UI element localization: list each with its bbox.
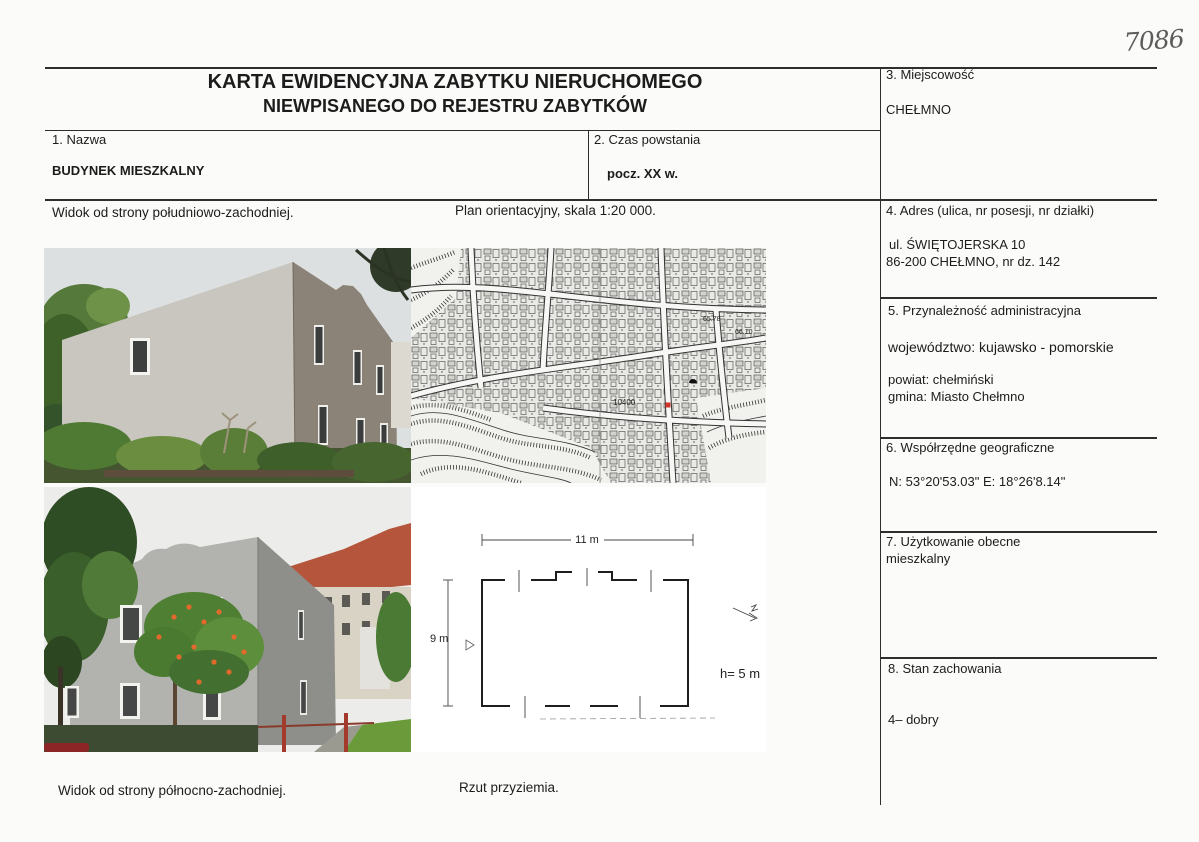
locality-value: CHEŁMNO <box>886 102 952 117</box>
map-label: 66.10 <box>735 329 753 336</box>
north-arrow-icon <box>733 605 758 621</box>
exterior-walls <box>482 572 688 706</box>
address-line1: ul. ŚWIĘTOJERSKA 10 <box>889 237 1026 252</box>
rule-under-address <box>880 297 1157 299</box>
caption-photo-northwest: Widok od strony północno-zachodniej. <box>58 783 287 798</box>
caption-floor-plan: Rzut przyziemia. <box>459 780 559 795</box>
location-map-image <box>411 248 766 483</box>
window <box>376 365 384 395</box>
rule-under-current-use <box>880 657 1157 659</box>
coordinates-value: N: 53°20'53.03" E: 18°26'8.14" <box>889 474 1066 489</box>
depth-dimension-label: 9 m <box>430 633 449 645</box>
name-label: 1. Nazwa <box>52 132 107 147</box>
window <box>318 405 328 445</box>
location-map <box>411 248 766 483</box>
current-use-label: 7. Użytkowanie obecne <box>886 534 1021 549</box>
height-label: h= 5 m <box>720 666 761 681</box>
garden-fence <box>104 470 354 477</box>
commune-value: gmina: Miasto Chełmno <box>888 389 1025 404</box>
address-line2: 86-200 CHEŁMNO, nr dz. 142 <box>886 254 1061 269</box>
map-label: 65.78 <box>703 316 721 323</box>
width-dimension-label: 11 m <box>575 534 599 546</box>
rule-column-divider <box>880 67 882 805</box>
window <box>130 338 150 375</box>
handwritten-archive-number: 7086 <box>1123 23 1185 58</box>
card-title: KARTA EWIDENCYJNA ZABYTKU NIERUCHOMEGO <box>207 71 703 93</box>
window <box>120 605 142 643</box>
window <box>203 690 221 720</box>
date-value: pocz. XX w. <box>607 166 679 181</box>
date-label: 2. Czas powstania <box>594 132 701 147</box>
county-value: powiat: chełmiński <box>888 372 994 387</box>
floor-plan <box>411 487 766 752</box>
map-location-marker <box>666 403 671 408</box>
voivodeship-value: województwo: kujawsko - pomorskie <box>888 339 1114 355</box>
rule-name-date-divider <box>588 130 590 200</box>
window <box>300 680 307 715</box>
name-value: BUDYNEK MIESZKALNY <box>52 163 205 178</box>
window <box>65 686 79 718</box>
card-subtitle: NIEWPISANEGO DO REJESTRU ZABYTKÓW <box>262 96 648 116</box>
window <box>353 350 362 385</box>
neighbouring-building <box>391 342 411 428</box>
window <box>298 610 304 640</box>
rule-under-title <box>45 130 880 132</box>
photo-northwest-view <box>44 487 411 752</box>
coordinates-label: 6. Współrzędne geograficzne <box>886 440 1055 455</box>
rule-under-name <box>45 199 1157 201</box>
window-openings <box>519 568 651 718</box>
ground-line <box>540 718 715 719</box>
photo-northwest-image <box>44 487 411 752</box>
window <box>314 325 324 365</box>
administration-label: 5. Przynależność administracyjna <box>888 303 1081 318</box>
photo-southwest-image <box>44 248 411 483</box>
map-label: 10400 <box>613 398 636 407</box>
current-use-value: mieszkalny <box>886 551 951 566</box>
parked-car <box>44 743 89 752</box>
locality-label: 3. Miejscowość <box>886 67 975 82</box>
photo-southwest-view <box>44 248 411 483</box>
floor-plan-drawing <box>411 487 766 752</box>
entrance-marker <box>466 640 474 650</box>
rule-top <box>45 67 1157 69</box>
rule-under-coordinates <box>880 531 1157 533</box>
caption-photo-southwest: Widok od strony południowo-zachodniej. <box>52 205 294 220</box>
condition-label: 8. Stan zachowania <box>888 661 1002 676</box>
address-label: 4. Adres (ulica, nr posesji, nr działki) <box>886 203 1095 218</box>
rule-under-administration <box>880 437 1157 439</box>
caption-location-map: Plan orientacyjny, skala 1:20 000. <box>455 203 656 218</box>
window <box>120 683 140 719</box>
condition-value: 4– dobry <box>888 712 939 727</box>
